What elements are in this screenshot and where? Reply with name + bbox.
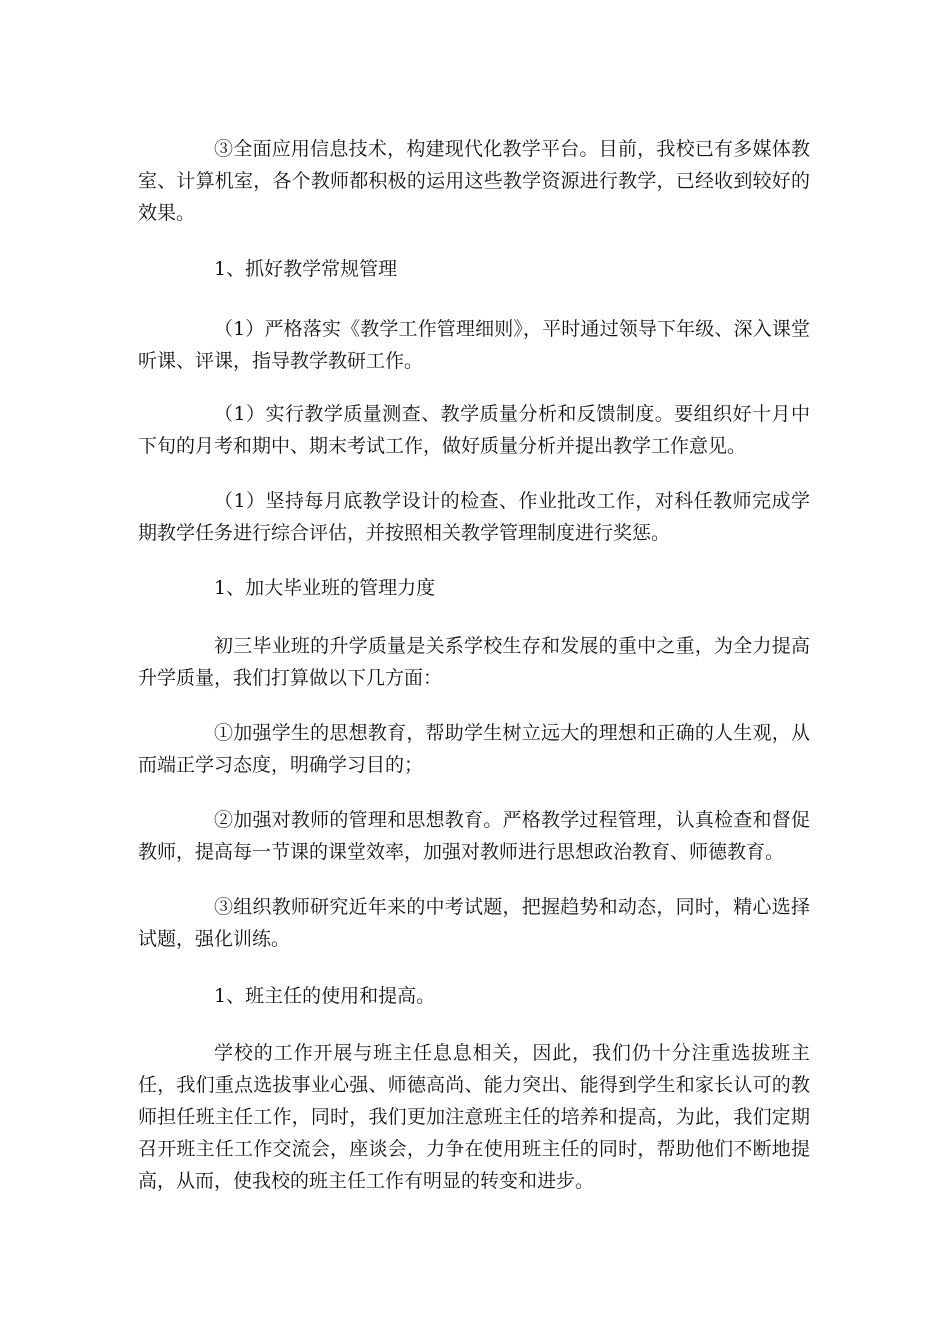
heading-class-teacher: 1、班主任的使用和提高。 bbox=[214, 985, 436, 1007]
paragraph-management-rules: （1）严格落实《教学工作管理细则》，平时通过领导下年级、深入课堂听课、评课，指导教学教研工作。 bbox=[138, 318, 810, 372]
heading-teaching-routine: 1、抓好教学常规管理 bbox=[214, 258, 398, 280]
paragraph-monthly-inspection: （1）坚持每月底教学设计的检查、作业批改工作，对科任教师完成学期教学任务进行综合评估，并按照相关教学管理制度进行奖惩。 bbox=[138, 490, 810, 544]
paragraph-student-education: ①加强学生的思想教育，帮助学生树立远大的理想和正确的人生观，从而端正学习态度，明确学习目的； bbox=[138, 722, 810, 776]
paragraph-it-platform: ③全面应用信息技术，构建现代化教学平台。目前，我校已有多媒体教室、计算机室，各个教师都积极的运用这些教学资源进行教学，已经收到较好的效果。 bbox=[138, 138, 810, 224]
paragraph-graduation-quality: 初三毕业班的升学质量是关系学校生存和发展的重中之重，为全力提高升学质量，我们打算做以下几方面： bbox=[138, 635, 810, 689]
paragraph-class-teacher-work: 学校的工作开展与班主任息息相关，因此，我们仍十分注重选拔班主任，我们重点选拔事业心强、师德高尚、能力突出、能得到学生和家长认可的教师担任班主任工作，同时，我们更加注意班主任的培养和提高，为此，我们定期召开班主任工作交流会，座谈会，力争在使用班主任的同时，帮助他们不断地提高，从而，使我校的班主任工作有明显的转变和进步。 bbox=[138, 1042, 810, 1192]
heading-graduating-class: 1、加大毕业班的管理力度 bbox=[214, 577, 436, 599]
paragraph-teacher-management: ②加强对教师的管理和思想教育。严格教学过程管理，认真检查和督促教师，提高每一节课的课堂效率，加强对教师进行思想政治教育、师德教育。 bbox=[138, 809, 810, 863]
paragraph-quality-testing: （1）实行教学质量测查、教学质量分析和反馈制度。要组织好十月中下旬的月考和期中、期末考试工作，做好质量分析并提出教学工作意见。 bbox=[138, 403, 810, 457]
paragraph-exam-research: ③组织教师研究近年来的中考试题，把握趋势和动态，同时，精心选择试题，强化训练。 bbox=[138, 896, 810, 950]
